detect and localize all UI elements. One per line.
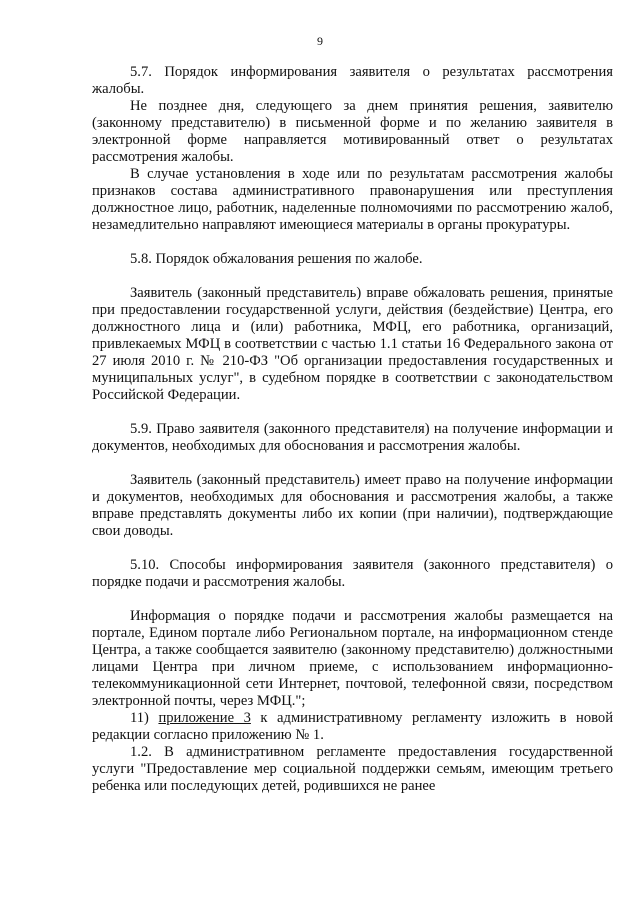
paragraph-appeal-rights: Заявитель (законный представитель) вправе обжаловать решения, принятые при предоставлении государственной услуги, действия (бездействие) Центра, его должностного лица и (или) работника, МФЦ, его работника, организаций, привлекаемых МФЦ в соответствии с частью 1.1 статьи 16 Федерального закона от 27 июля 2010 г. № 210-ФЗ "Об организации предоставления государственных и муниципальных услуг", в судебном порядке в соответствии с законодательством Российской Федерации. (92, 285, 613, 403)
appendix-3-link[interactable]: приложение 3 (158, 710, 251, 726)
item-11 (92, 710, 613, 744)
paragraph-response-deadline: Не позднее дня, следующего за днем принятия решения, заявителю (законному представителю) в письменной форме и по желанию заявителя в электронной форме направляется мотивированный ответ о результатах рассмотрения жалобы. (92, 98, 613, 165)
spacer (92, 234, 613, 251)
section-5-7-heading: 5.7. Порядок информирования заявителя о результатах рассмотрения жалобы. (92, 64, 613, 97)
item-11-prefix: 11) (130, 710, 159, 726)
section-5-8-heading: 5.8. Порядок обжалования решения по жалобе. (130, 251, 423, 267)
document-body (92, 64, 613, 795)
section-5-10-heading: 5.10. Способы информирования заявителя (законного представителя) о порядке подачи и рассмотрения жалобы. (92, 557, 613, 590)
spacer (92, 455, 613, 472)
paragraph-violation-materials: В случае установления в ходе или по результатам рассмотрения жалобы признаков состава административного правонарушения или преступления должностное лицо, работник, наделенные полномочиями по рассмотрению жалоб, незамедлительно направляют имеющиеся материалы в органы прокуратуры. (92, 166, 613, 233)
spacer (92, 404, 613, 421)
section-5-9-heading: 5.9. Право заявителя (законного представителя) на получение информации и документов, необходимых для обоснования и рассмотрения жалобы. (92, 421, 613, 454)
spacer (92, 591, 613, 608)
paragraph-information-placement: Информация о порядке подачи и рассмотрения жалобы размещается на портале, Едином портале либо Региональном портале, на информационном стенде Центра, а также сообщается заявителю (законному представителю) должностными лицами Центра при личном приеме, с использованием информационно-телекоммуникационной сети Интернет, почтовой, телефонной связи, посредством электронной почты, через МФЦ."; (92, 608, 613, 709)
spacer (92, 540, 613, 557)
paragraph-information-right: Заявитель (законный представитель) имеет право на получение информации и документов, необходимых для обоснования и рассмотрения жалобы, а также вправе представлять документы либо их копии (при наличии), подтверждающие свои доводы. (92, 472, 613, 539)
spacer (92, 268, 613, 285)
page-number: 9 (317, 34, 323, 48)
item-1-2: 1.2. В административном регламенте предоставления государственной услуги "Предоставление мер социальной поддержки семьям, имеющим третьего ребенка или последующих детей, родившихся не ранее (92, 744, 613, 794)
item-11-text: к административному регламенту изложить в новой редакции согласно приложению № 1. (92, 710, 614, 743)
